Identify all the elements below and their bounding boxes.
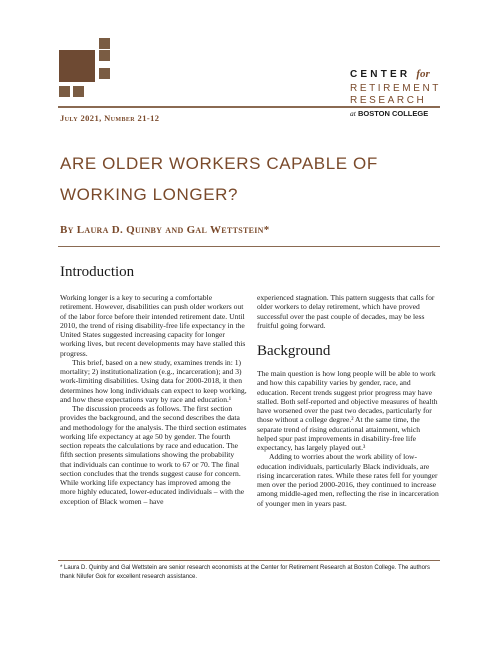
logo-block-large	[59, 50, 95, 82]
center-logo-text	[350, 68, 450, 118]
logo-block	[73, 86, 84, 97]
paragraph: experienced stagnation. This pattern suggests that calls for older workers to delay retirement, which have proved successful over the past couple of decades, may be less fruitful going forward.	[257, 293, 435, 330]
logo-block	[99, 50, 110, 61]
logo-research: RESEARCH	[350, 95, 427, 106]
paragraph: This brief, based on a new study, examines trends in: 1) mortality; 2) institutionalization (e.g., incarceration); and 3) work-limiting disabilities. Using data for 2000-2018, it then determines how long individuals can expect to keep working, and how these expectations vary by race and education.¹	[60, 357, 247, 404]
logo-block	[99, 38, 110, 49]
introduction-heading: Introduction	[60, 264, 135, 280]
paragraph: The discussion proceeds as follows. The first section provides the background, and the second describes the data and methodology for the analysis. The third section estimates working life expectancy at age 50 by gender. The fourth section repeats the calculations by race and education. The fifth section presents simulations showing the probability that individuals can continue to work to 67 or 70. The final section concludes that the trends suggest cause for concern. While working life expectancy has improved among the more highly educated, lower-educated individuals – with the exception of Black women – have	[60, 404, 247, 506]
logo-center: CENTER	[350, 69, 411, 80]
logo-for: for	[416, 68, 430, 80]
introduction-body	[60, 293, 247, 506]
logo-at: at	[350, 109, 356, 118]
page-title	[60, 148, 440, 210]
header-rule	[58, 106, 440, 108]
paragraph: Working longer is a key to securing a comfortable retirement. However, disabilities can push older workers out of the labor force before their intended retirement date. Until 2010, the trend of rising disability-free life expectancy in the United States suggested increasing capacity for longer working lives, but recent developments may have stalled this progress.	[60, 293, 246, 358]
title-line-2: WORKING LONGER?	[60, 185, 239, 204]
section-rule	[58, 246, 440, 247]
authors-byline: By Laura D. Quinby and Gal Wettstein*	[60, 224, 270, 236]
logo-block	[99, 68, 110, 79]
logo-boston-college: BOSTON COLLEGE	[357, 109, 429, 118]
logo-block	[59, 86, 70, 97]
title-line-1: ARE OLDER WORKERS CAPABLE OF	[60, 154, 378, 173]
logo-retirement: RETIREMENT	[350, 83, 441, 94]
background-body	[257, 369, 442, 508]
right-column-top	[257, 293, 442, 330]
footnote-rule	[58, 560, 440, 561]
background-heading: Background	[257, 343, 331, 359]
issue-date: July 2021, Number 21-12	[60, 113, 160, 123]
footnote: * Laura D. Quinby and Gal Wettstein are senior research economists at the Center for Retirement Research at Boston College. The authors thank Nilufer Gok for excellent research assistance.	[60, 565, 430, 580]
paragraph: The main question is how long people will be able to work and how this capability varies by gender, race, and education. Recent trends suggest prior progress may have stalled. Both self-reported and objective measures of health have worsened over the past two decades, particularly for those without a college degree.² At the same time, the separate trend of rising educational attainment, which helped spur past improvements in disability-free life expectancy, has largely played out.³	[257, 369, 438, 452]
paragraph: Adding to worries about the work ability of low-education individuals, particularly Black individuals, are rising incarceration rates. While these rates fell for younger men over the period 2000-2016, they continued to increase among middle-aged men, reflecting the rise in incarceration of younger men in years past.	[257, 452, 439, 508]
